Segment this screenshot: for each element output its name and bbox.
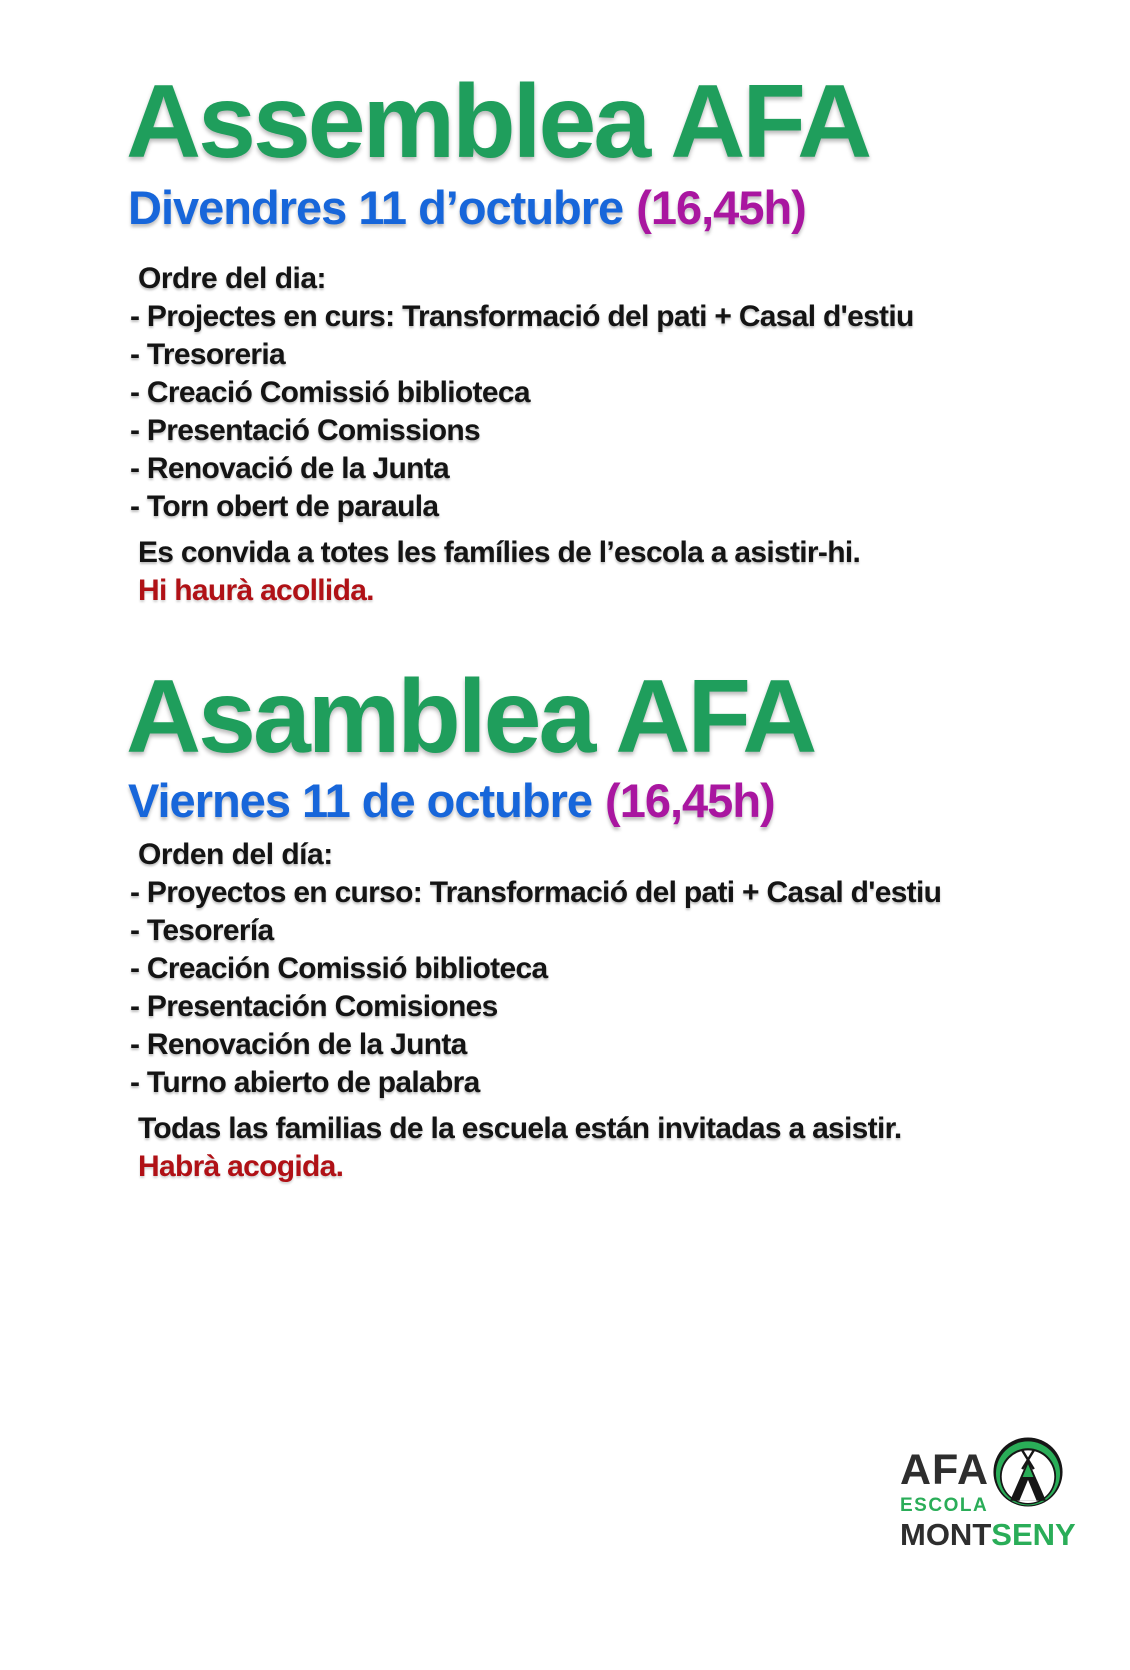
agenda-item: - Renovació de la Junta	[130, 451, 449, 485]
agenda-list	[130, 298, 1130, 526]
logo-seny-text: SENY	[991, 1517, 1076, 1552]
agenda-item: - Presentación Comisiones	[130, 990, 498, 1024]
section-date-line	[128, 182, 1130, 234]
agenda-item: - Creació Comissió biblioteca	[130, 375, 530, 409]
time-text: (16,45h)	[605, 773, 775, 827]
date-text: Viernes 11 de octubre	[128, 773, 593, 827]
agenda-item: - Tesorería	[130, 914, 274, 948]
afa-montseny-logo	[900, 1436, 1075, 1550]
agenda-heading: Ordre del dia:	[138, 261, 327, 295]
logo-mont-text: MONT	[900, 1517, 992, 1552]
agenda-item: - Presentació Comissions	[130, 413, 480, 447]
poster	[0, 64, 1130, 1670]
date-text: Divendres 11 d’octubre	[128, 181, 624, 234]
agenda-heading: Orden del día:	[138, 838, 333, 872]
section-title: Assemblea AFA	[126, 64, 870, 180]
logo-montseny-text	[900, 1519, 1075, 1550]
agenda-item: - Renovación de la Junta	[130, 1028, 467, 1062]
logo-escola-text: ESCOLA	[900, 1495, 989, 1516]
agenda-item: - Torn obert de paraula	[130, 489, 439, 523]
section-title: Asamblea AFA	[126, 658, 815, 775]
agenda-item: - Creación Comissió biblioteca	[130, 952, 548, 986]
note-text: Hi haurà acollida.	[138, 573, 374, 607]
invite-text: Todas las familias de la escuela están invitadas a asistir.	[138, 1112, 902, 1146]
section-date-line	[128, 775, 1130, 827]
agenda-list	[130, 874, 1130, 1102]
logo-text-column	[900, 1436, 992, 1515]
section-spanish	[0, 658, 1130, 1187]
agenda-item: - Projectes en curs: Transformació del pati + Casal d'estiu	[130, 299, 914, 333]
note-text: Habrà acogida.	[138, 1150, 344, 1184]
agenda-item: - Proyectos en curso: Transformació del pati + Casal d'estiu	[130, 876, 942, 910]
agenda-item: - Turno abierto de palabra	[130, 1066, 480, 1100]
logo-row	[900, 1436, 1075, 1515]
tepee-circle-icon	[992, 1436, 1064, 1508]
logo-afa-text: AFA	[900, 1446, 989, 1494]
time-text: (16,45h)	[636, 181, 806, 234]
agenda-item: - Tresoreria	[130, 337, 286, 371]
section-catalan	[0, 64, 1130, 610]
invite-text: Es convida a totes les famílies de l’escola a asistir-hi.	[138, 535, 861, 569]
